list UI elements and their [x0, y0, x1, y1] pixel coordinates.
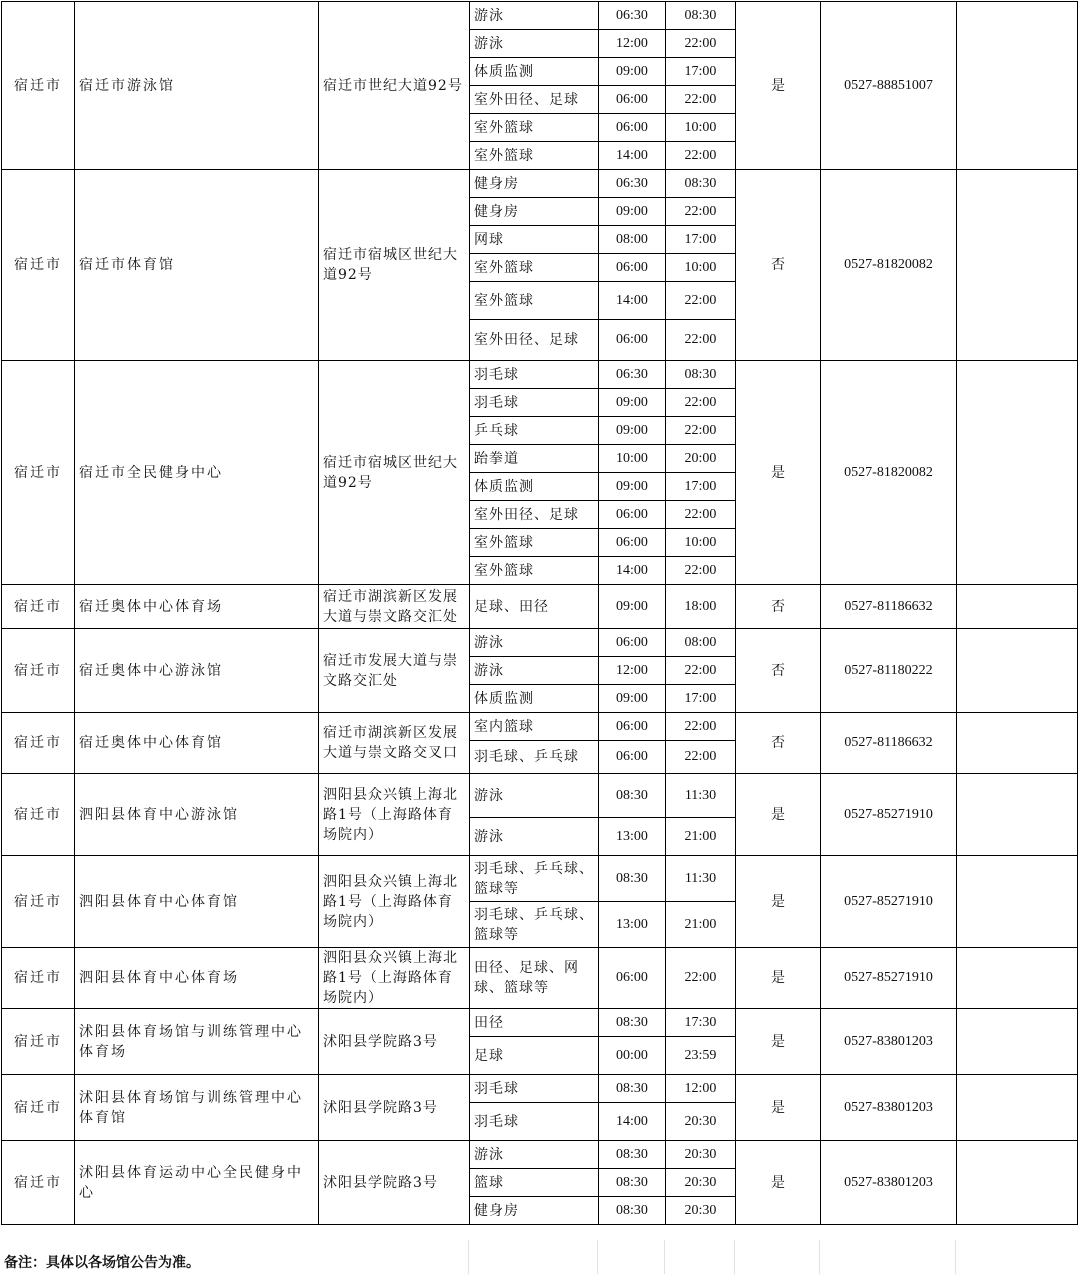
address-cell: 宿迁市湖滨新区发展大道与崇文路交叉口 [319, 713, 470, 774]
table-row [2, 585, 1078, 629]
table-row [2, 774, 1078, 818]
start-time-cell: 10:00 [599, 445, 666, 473]
phone-cell: 0527-85271910 [821, 948, 957, 1009]
project-cell: 足球、田径 [470, 585, 599, 629]
blank-cell [957, 948, 1078, 1009]
free-cell: 否 [736, 629, 821, 713]
start-time-cell: 06:00 [599, 320, 666, 361]
end-time-cell: 22:00 [666, 198, 736, 226]
project-cell: 羽毛球、乒乓球 [470, 741, 599, 774]
project-cell: 羽毛球 [470, 361, 599, 389]
phone-cell: 0527-83801203 [821, 1009, 957, 1075]
city-cell: 宿迁市 [2, 1009, 75, 1075]
start-time-cell: 14:00 [599, 1103, 666, 1141]
free-cell: 是 [736, 856, 821, 948]
project-cell: 乒乓球 [470, 417, 599, 445]
end-time-cell: 20:30 [666, 1141, 736, 1169]
blank-cell [957, 1075, 1078, 1141]
city-cell: 宿迁市 [2, 1075, 75, 1141]
footnote: 备注：具体以各场馆公告为准。 [4, 1255, 200, 1271]
faint-gridline [955, 1240, 956, 1274]
project-cell: 室外篮球 [470, 282, 599, 320]
end-time-cell: 22:00 [666, 741, 736, 774]
address-cell: 宿迁市发展大道与崇文路交汇处 [319, 629, 470, 713]
free-cell: 否 [736, 585, 821, 629]
blank-cell [957, 2, 1078, 170]
address-cell: 泗阳县众兴镇上海北路1号（上海路体育场院内） [319, 774, 470, 856]
city-cell: 宿迁市 [2, 170, 75, 361]
free-cell: 是 [736, 948, 821, 1009]
start-time-cell: 06:30 [599, 2, 666, 30]
venue-name-cell: 沭阳县体育场馆与训练管理中心体育馆 [75, 1075, 319, 1141]
faint-gridline [734, 1240, 735, 1274]
project-cell: 足球 [470, 1037, 599, 1075]
start-time-cell: 06:00 [599, 86, 666, 114]
start-time-cell: 08:00 [599, 226, 666, 254]
end-time-cell: 20:30 [666, 1103, 736, 1141]
address-cell: 沭阳县学院路3号 [319, 1009, 470, 1075]
faint-gridline [819, 1240, 820, 1274]
venue-name-cell: 沭阳县体育场馆与训练管理中心体育场 [75, 1009, 319, 1075]
free-cell: 是 [736, 1009, 821, 1075]
start-time-cell: 09:00 [599, 473, 666, 501]
faint-gridline [597, 1240, 598, 1274]
venue-name-cell: 宿迁奥体中心游泳馆 [75, 629, 319, 713]
project-cell: 体质监测 [470, 473, 599, 501]
blank-cell [957, 170, 1078, 361]
start-time-cell: 06:00 [599, 948, 666, 1009]
end-time-cell: 11:30 [666, 774, 736, 818]
start-time-cell: 08:30 [599, 856, 666, 902]
venue-name-cell: 宿迁市体育馆 [75, 170, 319, 361]
city-cell: 宿迁市 [2, 856, 75, 948]
start-time-cell: 06:00 [599, 629, 666, 657]
project-cell: 羽毛球 [470, 389, 599, 417]
project-cell: 室外篮球 [470, 114, 599, 142]
table-row [2, 629, 1078, 657]
end-time-cell: 20:30 [666, 1197, 736, 1225]
start-time-cell: 09:00 [599, 585, 666, 629]
blank-cell [957, 774, 1078, 856]
end-time-cell: 22:00 [666, 557, 736, 585]
table-row [2, 713, 1078, 741]
phone-cell: 0527-81820082 [821, 170, 957, 361]
city-cell: 宿迁市 [2, 948, 75, 1009]
start-time-cell: 06:30 [599, 361, 666, 389]
project-cell: 田径、足球、网球、篮球等 [470, 948, 599, 1009]
end-time-cell: 21:00 [666, 902, 736, 948]
project-cell: 健身房 [470, 198, 599, 226]
table-row [2, 1075, 1078, 1103]
end-time-cell: 17:30 [666, 1009, 736, 1037]
phone-cell: 0527-85271910 [821, 774, 957, 856]
start-time-cell: 09:00 [599, 417, 666, 445]
free-cell: 是 [736, 1141, 821, 1225]
end-time-cell: 22:00 [666, 417, 736, 445]
phone-cell: 0527-88851007 [821, 2, 957, 170]
project-cell: 篮球 [470, 1169, 599, 1197]
project-cell: 室外篮球 [470, 529, 599, 557]
start-time-cell: 09:00 [599, 685, 666, 713]
project-cell: 羽毛球 [470, 1075, 599, 1103]
end-time-cell: 22:00 [666, 282, 736, 320]
address-cell: 宿迁市宿城区世纪大道92号 [319, 361, 470, 585]
project-cell: 室外田径、足球 [470, 86, 599, 114]
end-time-cell: 20:00 [666, 445, 736, 473]
free-cell: 否 [736, 713, 821, 774]
city-cell: 宿迁市 [2, 585, 75, 629]
phone-cell: 0527-81820082 [821, 361, 957, 585]
end-time-cell: 08:30 [666, 2, 736, 30]
table-row [2, 856, 1078, 902]
start-time-cell: 14:00 [599, 282, 666, 320]
project-cell: 室外田径、足球 [470, 501, 599, 529]
start-time-cell: 06:00 [599, 114, 666, 142]
blank-cell [957, 629, 1078, 713]
venue-name-cell: 宿迁奥体中心体育场 [75, 585, 319, 629]
end-time-cell: 17:00 [666, 58, 736, 86]
project-cell: 羽毛球 [470, 1103, 599, 1141]
end-time-cell: 08:30 [666, 361, 736, 389]
blank-cell [957, 1009, 1078, 1075]
project-cell: 体质监测 [470, 685, 599, 713]
venue-name-cell: 宿迁市全民健身中心 [75, 361, 319, 585]
blank-cell [957, 856, 1078, 948]
city-cell: 宿迁市 [2, 1141, 75, 1225]
start-time-cell: 06:30 [599, 170, 666, 198]
start-time-cell: 13:00 [599, 902, 666, 948]
end-time-cell: 17:00 [666, 226, 736, 254]
table-row [2, 2, 1078, 30]
address-cell: 沭阳县学院路3号 [319, 1141, 470, 1225]
start-time-cell: 14:00 [599, 142, 666, 170]
end-time-cell: 17:00 [666, 473, 736, 501]
project-cell: 健身房 [470, 170, 599, 198]
end-time-cell: 22:00 [666, 948, 736, 1009]
end-time-cell: 22:00 [666, 30, 736, 58]
address-cell: 泗阳县众兴镇上海北路1号（上海路体育场院内） [319, 856, 470, 948]
end-time-cell: 22:00 [666, 389, 736, 417]
project-cell: 室外篮球 [470, 142, 599, 170]
venue-name-cell: 泗阳县体育中心游泳馆 [75, 774, 319, 856]
start-time-cell: 08:30 [599, 1169, 666, 1197]
free-cell: 是 [736, 1075, 821, 1141]
project-cell: 游泳 [470, 774, 599, 818]
end-time-cell: 11:30 [666, 856, 736, 902]
free-cell: 是 [736, 2, 821, 170]
end-time-cell: 10:00 [666, 254, 736, 282]
blank-cell [957, 1141, 1078, 1225]
table-row [2, 1141, 1078, 1169]
start-time-cell: 06:00 [599, 741, 666, 774]
project-cell: 游泳 [470, 30, 599, 58]
end-time-cell: 20:30 [666, 1169, 736, 1197]
faint-gridline [664, 1240, 665, 1274]
start-time-cell: 09:00 [599, 58, 666, 86]
project-cell: 体质监测 [470, 58, 599, 86]
blank-cell [957, 585, 1078, 629]
end-time-cell: 12:00 [666, 1075, 736, 1103]
project-cell: 游泳 [470, 2, 599, 30]
start-time-cell: 06:00 [599, 254, 666, 282]
address-cell: 宿迁市湖滨新区发展大道与崇文路交汇处 [319, 585, 470, 629]
project-cell: 室内篮球 [470, 713, 599, 741]
project-cell: 田径 [470, 1009, 599, 1037]
project-cell: 健身房 [470, 1197, 599, 1225]
start-time-cell: 12:00 [599, 30, 666, 58]
project-cell: 游泳 [470, 657, 599, 685]
phone-cell: 0527-81180222 [821, 629, 957, 713]
start-time-cell: 08:30 [599, 1141, 666, 1169]
start-time-cell: 09:00 [599, 198, 666, 226]
end-time-cell: 22:00 [666, 657, 736, 685]
project-cell: 游泳 [470, 629, 599, 657]
city-cell: 宿迁市 [2, 2, 75, 170]
start-time-cell: 06:00 [599, 501, 666, 529]
project-cell: 游泳 [470, 1141, 599, 1169]
phone-cell: 0527-83801203 [821, 1075, 957, 1141]
end-time-cell: 10:00 [666, 529, 736, 557]
city-cell: 宿迁市 [2, 774, 75, 856]
table-row [2, 170, 1078, 198]
venue-schedule-table [1, 1, 1078, 1225]
project-cell: 室外田径、足球 [470, 320, 599, 361]
venue-name-cell: 宿迁市游泳馆 [75, 2, 319, 170]
phone-cell: 0527-85271910 [821, 856, 957, 948]
end-time-cell: 22:00 [666, 320, 736, 361]
free-cell: 是 [736, 774, 821, 856]
start-time-cell: 08:30 [599, 1197, 666, 1225]
start-time-cell: 08:30 [599, 1009, 666, 1037]
venue-name-cell: 泗阳县体育中心体育场 [75, 948, 319, 1009]
end-time-cell: 08:00 [666, 629, 736, 657]
address-cell: 宿迁市宿城区世纪大道92号 [319, 170, 470, 361]
start-time-cell: 06:00 [599, 529, 666, 557]
end-time-cell: 23:59 [666, 1037, 736, 1075]
start-time-cell: 06:00 [599, 713, 666, 741]
phone-cell: 0527-81186632 [821, 585, 957, 629]
table-row [2, 361, 1078, 389]
start-time-cell: 12:00 [599, 657, 666, 685]
project-cell: 室外篮球 [470, 557, 599, 585]
end-time-cell: 08:30 [666, 170, 736, 198]
table-row [2, 1009, 1078, 1037]
end-time-cell: 18:00 [666, 585, 736, 629]
project-cell: 游泳 [470, 818, 599, 856]
project-cell: 室外篮球 [470, 254, 599, 282]
project-cell: 跆拳道 [470, 445, 599, 473]
phone-cell: 0527-81186632 [821, 713, 957, 774]
start-time-cell: 00:00 [599, 1037, 666, 1075]
free-cell: 否 [736, 170, 821, 361]
project-cell: 羽毛球、乒乓球、篮球等 [470, 902, 599, 948]
end-time-cell: 22:00 [666, 713, 736, 741]
end-time-cell: 10:00 [666, 114, 736, 142]
free-cell: 是 [736, 361, 821, 585]
city-cell: 宿迁市 [2, 713, 75, 774]
start-time-cell: 13:00 [599, 818, 666, 856]
start-time-cell: 09:00 [599, 389, 666, 417]
venue-name-cell: 沭阳县体育运动中心全民健身中心 [75, 1141, 319, 1225]
table-row [2, 948, 1078, 1009]
end-time-cell: 22:00 [666, 142, 736, 170]
start-time-cell: 14:00 [599, 557, 666, 585]
end-time-cell: 17:00 [666, 685, 736, 713]
project-cell: 羽毛球、乒乓球、篮球等 [470, 856, 599, 902]
start-time-cell: 08:30 [599, 1075, 666, 1103]
city-cell: 宿迁市 [2, 629, 75, 713]
city-cell: 宿迁市 [2, 361, 75, 585]
address-cell: 泗阳县众兴镇上海北路1号（上海路体育场院内） [319, 948, 470, 1009]
project-cell: 网球 [470, 226, 599, 254]
end-time-cell: 22:00 [666, 86, 736, 114]
blank-cell [957, 713, 1078, 774]
faint-gridline [468, 1240, 469, 1274]
blank-cell [957, 361, 1078, 585]
address-cell: 沭阳县学院路3号 [319, 1075, 470, 1141]
end-time-cell: 21:00 [666, 818, 736, 856]
venue-name-cell: 宿迁奥体中心体育馆 [75, 713, 319, 774]
start-time-cell: 08:30 [599, 774, 666, 818]
phone-cell: 0527-83801203 [821, 1141, 957, 1225]
address-cell: 宿迁市世纪大道92号 [319, 2, 470, 170]
venue-name-cell: 泗阳县体育中心体育馆 [75, 856, 319, 948]
end-time-cell: 22:00 [666, 501, 736, 529]
